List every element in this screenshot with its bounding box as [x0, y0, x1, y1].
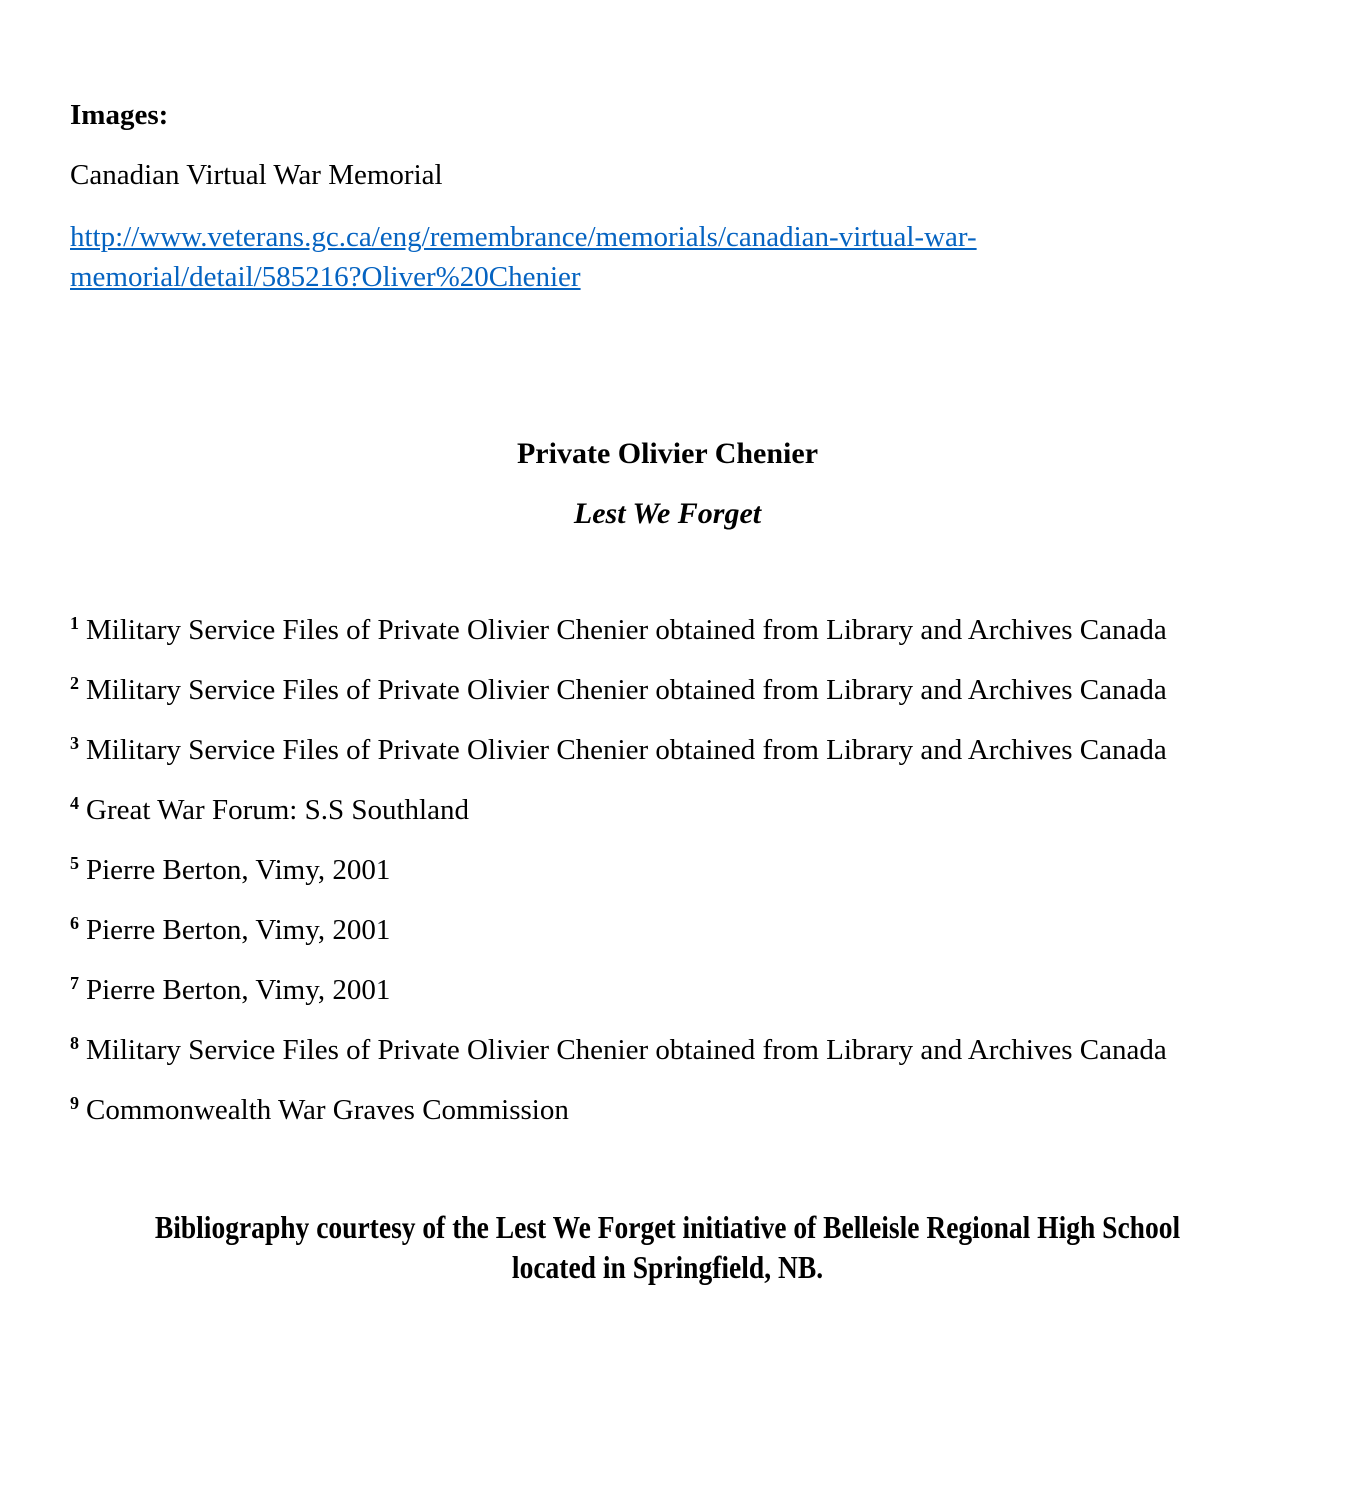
bibliography-credit: [154, 1207, 1182, 1287]
footnote-number: 4: [70, 793, 79, 813]
source-name: Canadian Virtual War Memorial: [70, 159, 443, 191]
footnote-number: 3: [70, 733, 79, 753]
footnote-item: [70, 671, 1265, 709]
footnote-item: [70, 1031, 1265, 1069]
page-title: Private Olivier Chenier: [516, 437, 819, 470]
footnote-text: Military Service Files of Private Olivier Chenier obtained from Library and Archives Canada: [86, 614, 1167, 646]
footnote-number: 6: [70, 913, 79, 933]
bibliography-credit-line2: located in Springfield, NB.: [511, 1249, 824, 1285]
footnote-text: Commonwealth War Graves Commission: [86, 1094, 569, 1126]
footnote-number: 5: [70, 853, 79, 873]
images-heading: Images:: [70, 99, 169, 131]
footnote-text: Pierre Berton, Vimy, 2001: [86, 914, 391, 946]
page-subtitle: Lest We Forget: [573, 497, 762, 530]
footnote-number: 9: [70, 1093, 79, 1113]
footnote-item: [70, 851, 1265, 889]
footnote-item: [70, 911, 1265, 949]
footnote-text: Military Service Files of Private Olivier Chenier obtained from Library and Archives Canada: [86, 734, 1167, 766]
footnote-item: [70, 971, 1265, 1009]
footnote-number: 2: [70, 673, 79, 693]
footnote-item: [70, 731, 1265, 769]
footnote-list: [70, 611, 1265, 1129]
footnote-text: Great War Forum: S.S Southland: [86, 794, 469, 826]
footnote-number: 8: [70, 1033, 79, 1053]
footnote-text: Military Service Files of Private Olivier Chenier obtained from Library and Archives Canada: [86, 1034, 1167, 1066]
footnote-item: [70, 791, 1265, 829]
footnote-item: [70, 1091, 1265, 1129]
memorial-link-line1[interactable]: http://www.veterans.gc.ca/eng/remembrance/memorials/canadian-virtual-war-: [70, 221, 977, 253]
footnote-item: [70, 611, 1265, 649]
footnote-text: Pierre Berton, Vimy, 2001: [86, 854, 391, 886]
footnote-text: Military Service Files of Private Olivier Chenier obtained from Library and Archives Canada: [86, 674, 1167, 706]
memorial-link[interactable]: [70, 217, 977, 297]
document-page: [0, 96, 1360, 1287]
footnote-number: 1: [70, 613, 79, 633]
bibliography-credit-line1: Bibliography courtesy of the Lest We Forget initiative of Belleisle Regional High School: [154, 1209, 1181, 1245]
memorial-link-line2[interactable]: memorial/detail/585216?Oliver%20Chenier: [70, 261, 581, 293]
footnote-number: 7: [70, 973, 79, 993]
footnote-text: Pierre Berton, Vimy, 2001: [86, 974, 391, 1006]
